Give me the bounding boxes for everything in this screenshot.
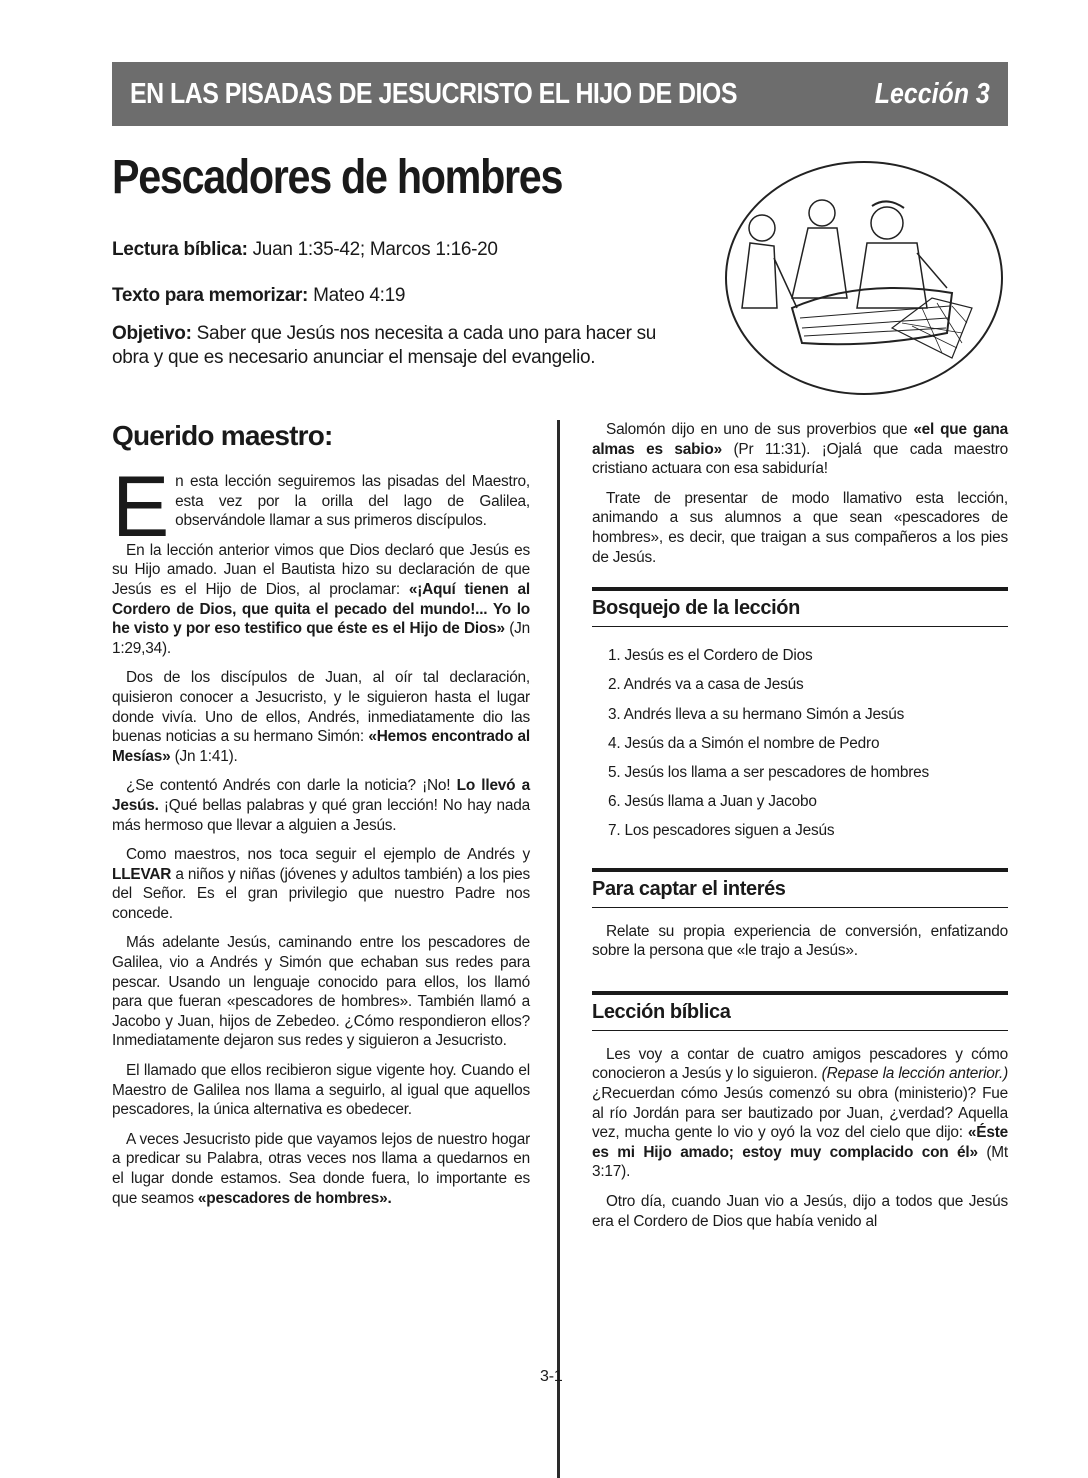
paragraph-text: Salomón dijo en uno de sus proverbios que	[606, 421, 914, 438]
scripture-ref: (Mt 3:17).	[592, 1143, 1009, 1181]
paragraph	[592, 1045, 1008, 1182]
paragraph	[112, 1130, 530, 1208]
interest-paragraph: Relate su propia experiencia de conversión, enfatizando sobre la persona que «le trajo a Jesús».	[592, 922, 1008, 960]
paragraph	[112, 541, 530, 659]
scripture-quote: «Hemos encontrado al Mesías»	[112, 728, 530, 765]
right-column	[592, 420, 1008, 1241]
outline-item: 6. Jesús llama a Juan y Jacobo	[608, 793, 817, 811]
drop-cap: E	[112, 459, 170, 555]
paragraph-text: Como maestros, nos toca seguir el ejemplo de Andrés y	[126, 846, 530, 864]
outline-item: 7. Los pescadores siguen a Jesús	[608, 822, 835, 840]
paragraph-text: (Pr 11:31). ¡Ojalá que cada maestro cristiano actuara con esa sabiduría!	[592, 440, 1008, 478]
outline-item: 2. Andrés va a casa de Jesús	[608, 676, 804, 694]
outline-heading-box	[592, 587, 1008, 627]
fishermen-illustration	[722, 158, 1006, 398]
lesson-number: Lección 3	[874, 77, 990, 110]
page-title: Pescadores de hombres	[112, 151, 563, 204]
memory-verse-label: Texto para memorizar:	[112, 285, 309, 306]
dear-teacher-heading: Querido maestro:	[112, 420, 333, 451]
emphasis-text: LLEVAR	[112, 865, 172, 883]
column-divider	[557, 420, 560, 1478]
paragraph	[592, 420, 1008, 479]
paragraph-text: ¿Se contentó Andrés con darle la noticia? ¡No!	[126, 777, 457, 795]
left-column	[112, 420, 530, 1218]
outline-heading: Bosquejo de la lección	[592, 597, 800, 620]
objective-value: Saber que Jesús nos necesita a cada uno para hacer su obra y que es necesario anunciar el mensaje del evangelio.	[112, 323, 657, 368]
paragraph: Otro día, cuando Juan vio a Jesús, dijo a todos que Jesús era el Cordero de Dios que había venido al	[592, 1192, 1008, 1230]
outline-item: 1. Jesús es el Cordero de Dios	[608, 647, 813, 665]
paragraph-text: Les voy a contar de cuatro amigos pescadores y cómo conocieron a Jesús y lo siguieron.	[592, 1045, 1008, 1083]
paragraph: Trate de presentar de modo llamativo esta lección, animando a sus alumnos a que sean «pescadores de hombres», es decir, que traigan a sus compañeros a los pies de Jesús.	[592, 489, 1008, 566]
memory-verse-line	[112, 284, 405, 308]
scripture-ref: (Jn 1:29,34).	[112, 620, 531, 657]
scripture-quote: «¡Aquí tienen al Cordero de Dios, que quita el pecado del mundo!... Yo lo he visto y por eso testifico que éste es el Hijo de Dios»	[112, 580, 530, 638]
paragraph-text: En la lección anterior vimos que Dios declaró que Jesús es su Hijo amado. Juan el Bautista hizo su declaración de que Jesús es el Hijo de Dios, al proclamar:	[112, 541, 530, 598]
paragraph-text: a niños y niñas (jóvenes y adultos también) a los pies del Señor. Es el gran privilegio que nuestro Padre nos concede.	[112, 865, 530, 922]
paragraph-text: Dos de los discípulos de Juan, al oír tal declaración, quisieron conocer a Jesucristo, y le siguieron hasta el lugar donde vivía. Uno de ellos, Andrés, inmediatamente dio las buenas noticias a su hermano Simón:	[112, 669, 530, 746]
emphasis-text: Lo llevó a Jesús.	[112, 777, 530, 814]
objective-line	[112, 322, 672, 370]
paragraph	[112, 668, 530, 766]
paragraph: Más adelante Jesús, caminando entre los pescadores de Galilea, vio a Andrés y Simón que echaban sus redes para pescar. Usando un lenguaje conocido para ellos, los llamó para que fueran «pescadores de hombres». También llamó a Jacobo y Juan, hijos de Zebedeo. ¿Cómo respondieron ellos? Inmediatamente dejaron sus redes y siguieron a Jesucristo.	[112, 934, 530, 1050]
scripture-quote: «el que gana almas es sabio»	[592, 421, 1008, 458]
scripture-quote: «Éste es mi Hijo amado; estoy muy complacido con él»	[592, 1124, 1008, 1161]
outline-item: 3. Andrés lleva a su hermano Simón a Jesús	[608, 705, 905, 723]
objective-label: Objetivo:	[112, 323, 192, 344]
scripture-ref: (Jn 1:41).	[170, 747, 238, 765]
paragraph-text: ¡Qué bellas palabras y qué gran lección! No hay nada más hermoso que llevar a alguien a Jesús.	[112, 796, 530, 834]
bible-lesson-heading: Lección bíblica	[592, 1000, 731, 1023]
paragraph-text: A veces Jesucristo pide que vayamos lejos de nuestro hogar a predicar su Palabra, otras veces nos llama a quedarnos en el lugar donde estamos. Sea donde fuera, lo importante es que seamos	[112, 1130, 530, 1207]
paragraph-intro-text: n esta lección seguiremos las pisadas del Maestro, esta vez por la orilla del lago de Galilea, observándole llamar a sus primeros discípulos.	[175, 473, 530, 530]
outline-item: 4. Jesús da a Simón el nombre de Pedro	[608, 734, 880, 752]
paragraph: El llamado que ellos recibieron sigue vigente hoy. Cuando el Maestro de Galilea nos llama a seguirlo, al igual que aquellos pescadores, la única alternativa es obedecer.	[112, 1062, 530, 1119]
emphasis-text: «pescadores de hombres».	[197, 1189, 392, 1207]
reading-value: Juan 1:35-42; Marcos 1:16-20	[252, 239, 498, 260]
paragraph-text: ¿Recuerdan cómo Jesús comenzó su obra (ministerio)? Fue al río Jordán para ser bautizado por Juan, ¿verdad? Aquella vez, mucha gente lo vio y oyó la voz del cielo que dijo:	[592, 1084, 1008, 1142]
interest-heading-box	[592, 868, 1008, 908]
paragraph	[112, 776, 530, 835]
reading-line	[112, 238, 498, 262]
teacher-note: (Repase la lección anterior.)	[821, 1065, 1008, 1083]
reading-label: Lectura bíblica:	[112, 239, 248, 260]
series-title: EN LAS PISADAS DE JESUCRISTO EL HIJO DE DIOS	[130, 77, 737, 110]
outline-list	[592, 641, 1008, 845]
header-bar	[112, 62, 1008, 126]
bible-lesson-heading-box	[592, 991, 1008, 1031]
paragraph-intro	[112, 459, 530, 555]
interest-heading: Para captar el interés	[592, 877, 786, 900]
page-number: 3-1	[540, 1368, 563, 1385]
paragraph	[112, 845, 530, 923]
memory-verse-value: Mateo 4:19	[313, 285, 406, 306]
outline-item: 5. Jesús los llama a ser pescadores de hombres	[608, 763, 930, 781]
